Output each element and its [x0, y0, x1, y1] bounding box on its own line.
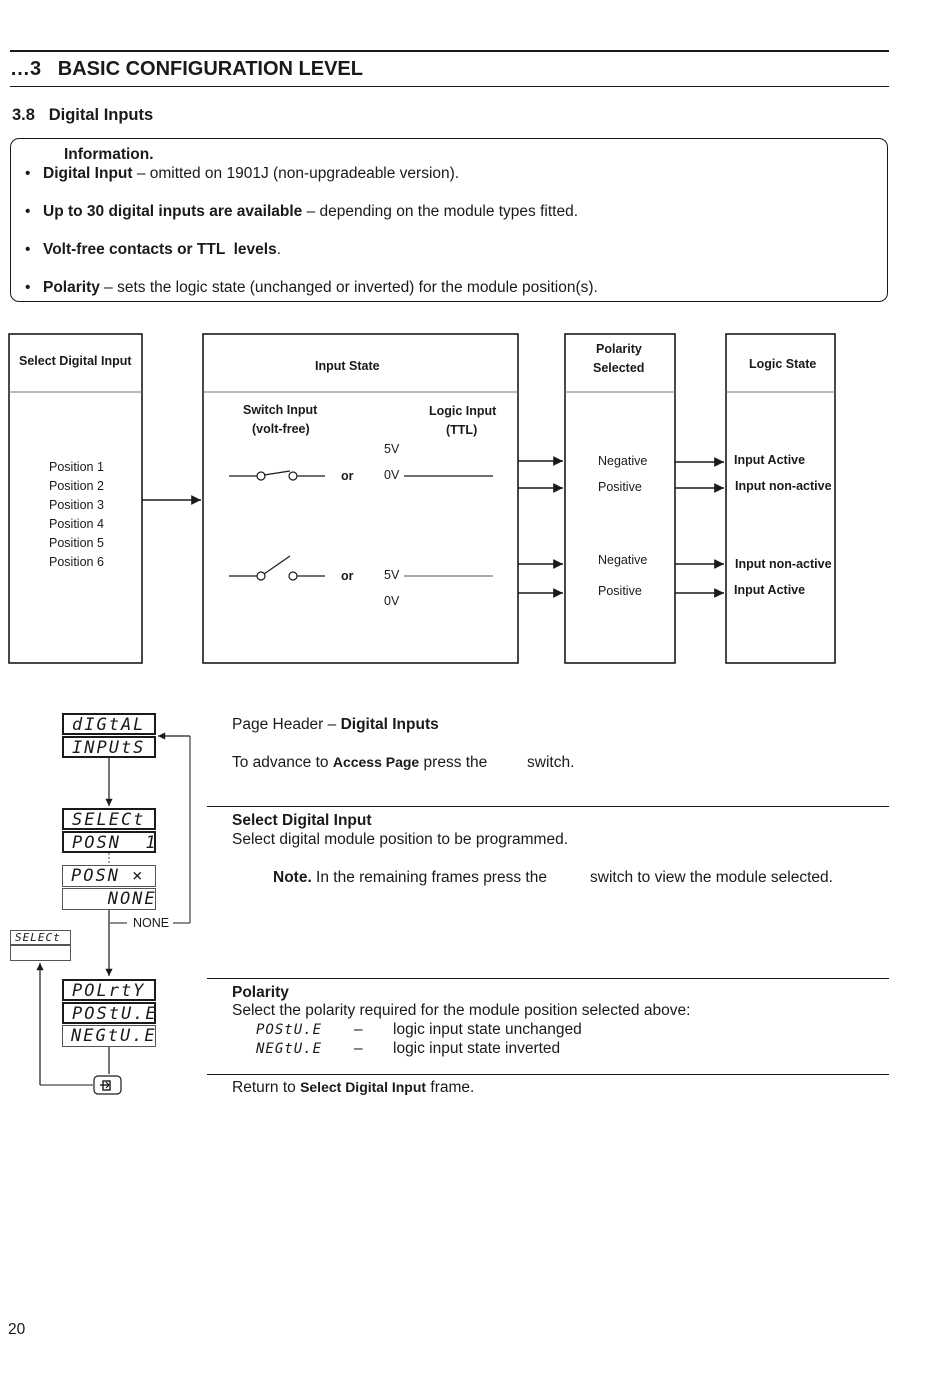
frame-rule-3 — [207, 1074, 889, 1075]
note-line — [273, 869, 547, 887]
page-header-line — [232, 716, 439, 734]
return-suffix: frame. — [426, 1079, 475, 1096]
closed-switch-symbol — [229, 471, 325, 480]
switch-input-sub: (volt-free) — [252, 422, 310, 436]
polarity-frame-desc: Select the polarity required for the module position selected above: — [232, 1002, 691, 1019]
note-suffix: switch to view the module selected. — [590, 869, 833, 886]
advance-mid: press the — [419, 754, 488, 771]
logic-state-header: Logic State — [749, 357, 817, 371]
voltage-5v-top: 5V — [384, 442, 400, 456]
advance-bold: Access Page — [332, 754, 420, 770]
frame-rule-2 — [207, 978, 889, 979]
polarity-frame-title — [232, 984, 289, 1002]
advance-prefix: To advance to — [232, 754, 333, 771]
info-item-bold: Volt-free contacts or TTL levels — [43, 241, 277, 258]
polarity-header-line1: Polarity — [596, 342, 642, 356]
bullet: • — [25, 279, 31, 296]
option-1-text: logic input state unchanged — [393, 1021, 582, 1038]
return-bold: Select Digital Input — [300, 1079, 427, 1095]
display-polarity-top: POLrtY — [62, 979, 156, 1001]
info-item-bold: Up to 30 digital inputs are available — [43, 203, 303, 220]
polarity-positive-1: Positive — [598, 480, 642, 494]
display-digital-top: dIGtAL — [62, 713, 156, 735]
select-frame-title-text: Select Digital Input — [232, 812, 372, 829]
select-frame-desc: Select digital module position to be programmed. — [232, 831, 569, 848]
input-state-box — [203, 334, 518, 663]
info-item-digital-input — [25, 165, 459, 183]
switch-input-title: Switch Input — [243, 403, 318, 417]
none-branch-label: NONE — [133, 916, 170, 930]
info-item-text: – depending on the module types fitted. — [302, 203, 579, 220]
advance-instruction — [232, 754, 487, 772]
voltage-0v-top: 0V — [384, 468, 400, 482]
section-rule — [10, 86, 889, 87]
info-item-bold: Digital Input — [43, 165, 133, 182]
frame-rule-1 — [207, 806, 889, 807]
position-4: Position 4 — [49, 517, 104, 531]
section-title: …3 BASIC CONFIGURATION LEVEL — [10, 58, 363, 80]
info-item-text: – sets the logic state (unchanged or inverted) for the module position(s). — [99, 279, 598, 296]
logic-state-1: Input Active — [734, 453, 806, 467]
page-header-bold: Digital Inputs — [340, 716, 439, 733]
subsection-title: 3.8 Digital Inputs — [12, 106, 154, 124]
info-item-volt-free — [25, 241, 281, 259]
display-polarity-bottom: NEGtU.E — [62, 1025, 156, 1047]
polarity-header-line2: Selected — [593, 361, 645, 375]
voltage-0v-bottom: 0V — [384, 594, 400, 608]
position-1: Position 1 — [49, 460, 104, 474]
polarity-positive-2: Positive — [598, 584, 642, 598]
enter-key-icon — [94, 1076, 121, 1094]
display-select-small: SELECt — [10, 930, 71, 945]
information-title: Information. — [64, 146, 154, 163]
display-posn-top: POSN × — [62, 865, 156, 887]
information-box — [10, 138, 888, 302]
logic-state-2: Input non-active — [735, 479, 832, 493]
info-item-bold: Polarity — [43, 279, 100, 296]
display-posn-bottom: NONE — [62, 888, 156, 910]
position-2: Position 2 — [49, 479, 104, 493]
option-2-dash: – — [354, 1040, 363, 1057]
return-instruction — [232, 1079, 474, 1097]
advance-suffix: switch. — [527, 754, 575, 771]
polarity-frame-title-text: Polarity — [232, 984, 289, 1001]
display-digital-bottom: INPUtS — [62, 736, 156, 758]
bullet: • — [25, 203, 31, 220]
position-3: Position 3 — [49, 498, 104, 512]
return-prefix: Return to — [232, 1079, 301, 1096]
bullet: • — [25, 241, 31, 258]
display-select-bottom: POSN 1 — [62, 831, 156, 853]
info-item-inputs-available — [25, 203, 578, 221]
display-select-small-blank — [10, 945, 71, 961]
logic-input-title: Logic Input — [429, 404, 497, 418]
info-item-text: . — [276, 241, 282, 258]
page-number: 20 — [8, 1321, 26, 1338]
note-text: In the remaining frames press the — [311, 869, 547, 886]
info-item-text: – omitted on 1901J (non-upgradeable version). — [132, 165, 460, 182]
position-6: Position 6 — [49, 555, 104, 569]
select-input-header: Select Digital Input — [19, 354, 132, 368]
info-item-polarity — [25, 279, 598, 297]
option-1-dash: – — [354, 1021, 363, 1038]
polarity-negative-2: Negative — [598, 553, 648, 567]
bullet: • — [25, 165, 31, 182]
logic-state-4: Input Active — [734, 583, 806, 597]
note-bold: Note. — [273, 869, 312, 886]
select-frame-title — [232, 812, 372, 830]
page-header-prefix: Page Header – — [232, 716, 341, 733]
option-2-text: logic input state inverted — [393, 1040, 561, 1057]
logic-state-box — [726, 334, 835, 663]
logic-state-3: Input non-active — [735, 557, 832, 571]
or-label-top: or — [341, 469, 354, 483]
input-state-diagram — [0, 320, 950, 680]
option-1-code: POStU.E — [256, 1022, 323, 1038]
voltage-5v-bottom: 5V — [384, 568, 400, 582]
or-label-bottom: or — [341, 569, 354, 583]
display-polarity-mid: POStU.E — [62, 1002, 156, 1024]
display-select-top: SELECt — [62, 808, 156, 830]
logic-input-sub: (TTL) — [446, 423, 478, 437]
polarity-box — [565, 334, 675, 663]
option-2-code: NEGtU.E — [256, 1041, 323, 1057]
input-state-header: Input State — [315, 359, 380, 373]
open-switch-symbol — [229, 556, 325, 580]
top-rule — [10, 50, 889, 52]
polarity-negative-1: Negative — [598, 454, 648, 468]
position-5: Position 5 — [49, 536, 104, 550]
